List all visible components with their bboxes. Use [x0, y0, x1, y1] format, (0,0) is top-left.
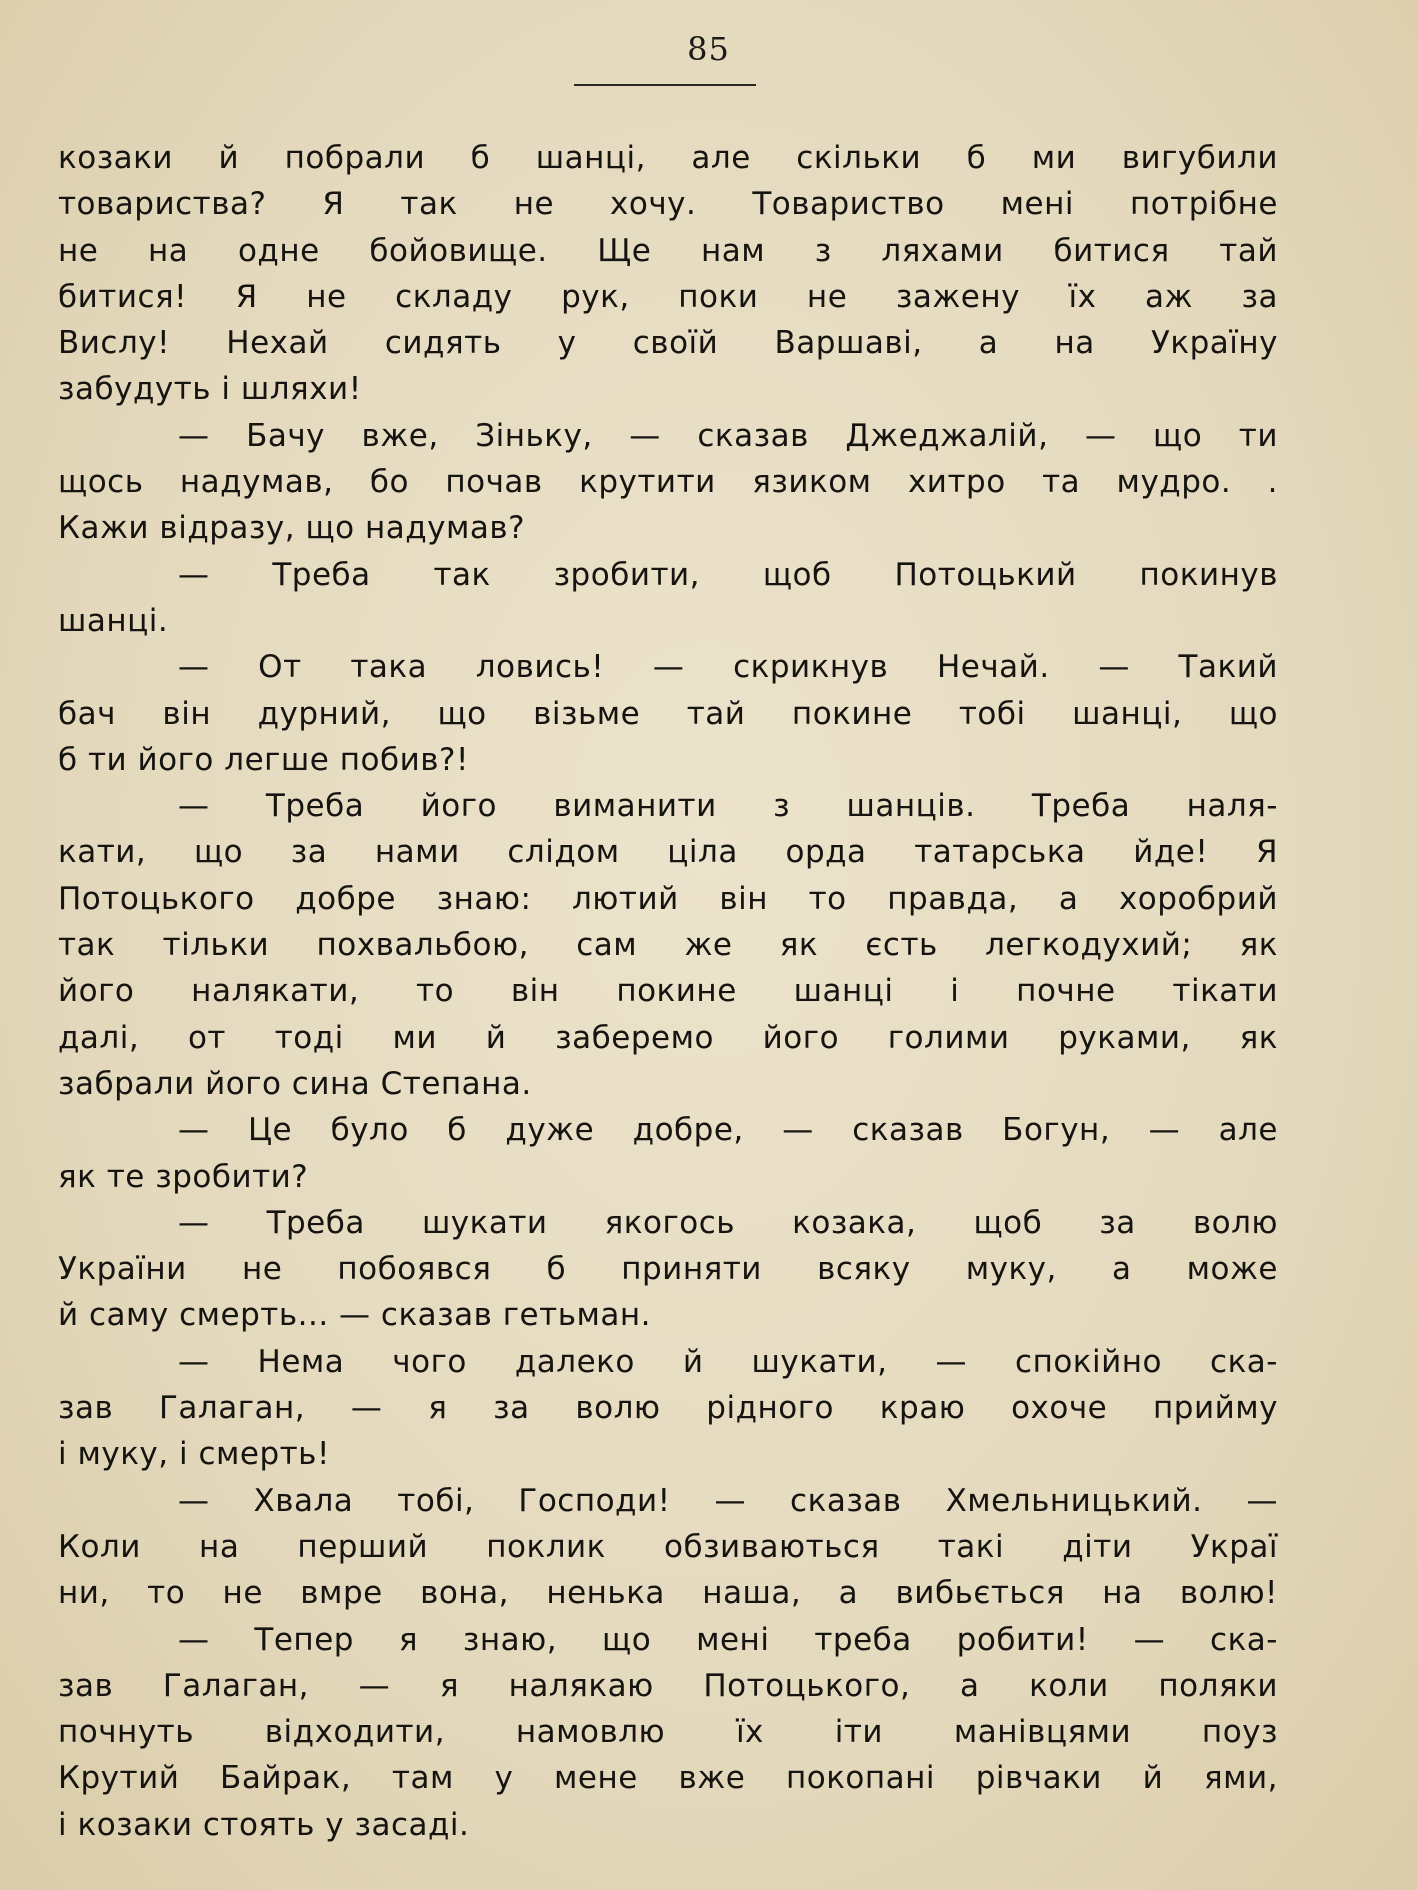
text-line: — Треба шукати якогось козака, щоб за волю — [178, 1204, 1278, 1241]
text-line: товариства? Я так не хочу. Товариство мені потрібне — [58, 186, 1278, 223]
text-line: — Це було б дуже добре, — сказав Богун, — але — [178, 1112, 1278, 1149]
text-line: кати, що за нами слідом ціла орда татарська йде! Я — [58, 834, 1278, 871]
text-line: так тільки похвальбою, сам же як єсть легкодухий; як — [58, 927, 1278, 964]
text-line: і козаки стоять у засаді. — [58, 1806, 470, 1843]
text-line: забрали його сина Степана. — [58, 1065, 532, 1102]
text-line: б ти його легше побив?! — [58, 741, 469, 778]
text-line: Потоцького добре знаю: лютий він то правда, а хоробрий — [58, 880, 1278, 917]
text-line: щось надумав, бо почав крутити язиком хитро та мудро. . — [58, 464, 1278, 501]
text-line: — Треба його виманити з шанців. Треба наля- — [178, 788, 1278, 825]
text-line: й саму смерть... — сказав гетьман. — [58, 1297, 651, 1334]
text-line: не на одне бойовище. Ще нам з ляхами битися тай — [58, 232, 1278, 269]
page-number: 85 — [687, 30, 730, 68]
body-text — [58, 135, 1278, 1848]
text-line: України не побоявся б приняти всяку муку, а може — [58, 1251, 1278, 1288]
text-line: козаки й побрали б шанці, але скільки б ми вигубили — [58, 140, 1278, 176]
text-line: почнуть відходити, намовлю їх іти манівцями поуз — [58, 1714, 1278, 1751]
text-line: далі, от тоді ми й заберемо його голими руками, як — [58, 1019, 1278, 1056]
text-line: бач він дурний, що візьме тай покине тобі шанці, що — [58, 695, 1278, 732]
text-line: Коли на перший поклик обзиваються такі діти Украї — [58, 1528, 1278, 1565]
text-line: битися! Я не складу рук, поки не зажену їх аж за — [58, 278, 1278, 315]
text-line: — Хвала тобі, Господи! — сказав Хмельницький. — — [178, 1482, 1278, 1519]
text-line: — От така ловись! — скрикнув Нечай. — Такий — [178, 649, 1278, 686]
text-line: Кажи відразу, що надумав? — [58, 510, 526, 547]
text-line: ни, то не вмре вона, ненька наша, а вибьється на волю! — [58, 1575, 1278, 1612]
text-line: і муку, і смерть! — [58, 1436, 330, 1473]
text-line: його налякати, то він покине шанці і почне тікати — [58, 973, 1278, 1010]
text-line: зав Галаган, — я за волю рідного краю охоче прийму — [58, 1390, 1278, 1427]
text-line: зав Галаган, — я налякаю Потоцького, а коли поляки — [58, 1667, 1278, 1704]
text-line: шанці. — [58, 602, 169, 639]
text-line: Вислу! Нехай сидять у своїй Варшаві, а на Україну — [58, 325, 1278, 362]
text-line: забудуть і шляхи! — [58, 371, 362, 408]
page-number-rule — [574, 84, 756, 86]
text-line: Крутий Байрак, там у мене вже покопані рівчаки й ями, — [58, 1760, 1278, 1797]
text-line: — Треба так зробити, щоб Потоцький покинув — [178, 556, 1278, 593]
text-line: — Бачу вже, Зіньку, — сказав Джеджалій, — що ти — [178, 417, 1278, 454]
text-line: — Тепер я знаю, що мені треба робити! — ска- — [178, 1621, 1278, 1658]
text-line: — Нема чого далеко й шукати, — спокійно ска- — [178, 1343, 1278, 1380]
text-line: як те зробити? — [58, 1158, 309, 1195]
